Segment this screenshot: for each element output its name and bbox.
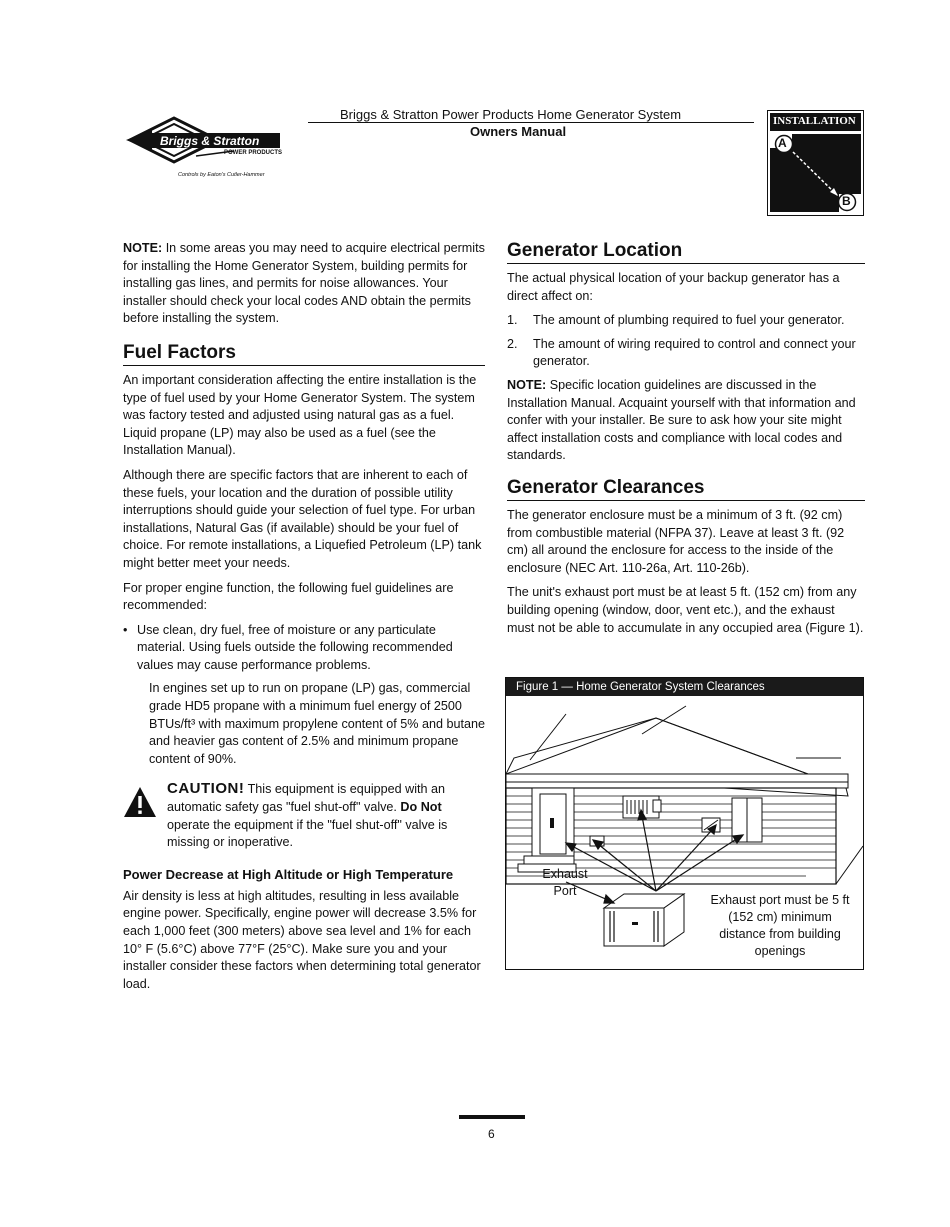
caution-text-2: operate the equipment if the "fuel shut-off" valve is missing or inoperative. bbox=[167, 817, 448, 850]
right-column bbox=[507, 240, 865, 644]
caution-label: CAUTION! bbox=[167, 780, 245, 798]
item-number: 1. bbox=[507, 313, 518, 328]
power-decrease-text: Air density is less at high altitudes, resulting in less available engine power. Specifically, engine power will decrease 3.5% for each 1,000 feet (300 meters) above sea level and 1% for each 10° F (5.6°C) above 77°F (25°C). Make sure you and your installer consider these factors when determining total generator load. bbox=[123, 888, 481, 991]
fuel-paragraph-1: An important consideration affecting the entire installation is the type of fuel used by your Home Generator System. The system was factory tested and adjusted using natural gas as a fuel. Liquid propane (LP) may also be used as a fuel (see the Installation Manual). bbox=[123, 372, 477, 458]
location-item bbox=[507, 336, 865, 371]
note-label: NOTE: bbox=[507, 377, 547, 392]
location-intro: The actual physical location of your backup generator has a direct affect on: bbox=[507, 271, 840, 303]
header-subtitle: Owners Manual bbox=[470, 124, 567, 139]
bullet-dot: • bbox=[123, 622, 128, 637]
item-number: 2. bbox=[507, 336, 518, 351]
exhaust-port-label: Exhaust Port bbox=[542, 867, 588, 898]
location-item bbox=[507, 312, 865, 330]
header-title: Briggs & Stratton Power Products Home Generator System bbox=[340, 107, 682, 122]
caution-block bbox=[123, 780, 485, 851]
generator-location-heading: Generator Location bbox=[507, 240, 865, 264]
footer-rule bbox=[459, 1115, 525, 1119]
header-rule bbox=[308, 122, 754, 123]
left-column bbox=[123, 240, 485, 1000]
item-text: The amount of plumbing required to fuel your generator. bbox=[533, 313, 845, 328]
fuel-factors-heading: Fuel Factors bbox=[123, 342, 485, 366]
installation-note bbox=[123, 240, 485, 328]
item-text: The amount of wiring required to control and connect your generator. bbox=[533, 336, 856, 369]
clearances-paragraph-2: The unit's exhaust port must be at least 5 ft. (152 cm) from any building opening (window, door, vent etc.), and the exhaust must not be able to accumulate in any occupied area (Figure 1). bbox=[507, 585, 864, 635]
logo-division-text: POWER PRODUCTS bbox=[224, 150, 283, 156]
note-text: In some areas you may need to acquire electrical permits for installing the Home Generator System, building permits for installing gas lines, and permits for noise allowances. Your installer should check your local codes AND obtain the permits before installing the system. bbox=[123, 241, 485, 326]
page-number: 6 bbox=[488, 1127, 495, 1141]
point-a-label: A bbox=[778, 136, 787, 150]
generator-clearances-heading: Generator Clearances bbox=[507, 477, 865, 501]
clearance-note: Exhaust port must be 5 ft (152 cm) minimum distance from building openings bbox=[710, 893, 850, 958]
brand-logo bbox=[122, 112, 302, 187]
installation-badge bbox=[767, 110, 864, 216]
logo-caption: Controls by Eaton's Cutler-Hammer bbox=[178, 172, 265, 178]
clearances-figure bbox=[505, 677, 864, 970]
location-list bbox=[507, 312, 865, 371]
caution-do-not: Do Not bbox=[400, 800, 442, 815]
location-note bbox=[507, 377, 865, 465]
clearances-paragraph-1: The generator enclosure must be a minimum of 3 ft. (92 cm) from combustible material (NFPA 37). Leave at least 3 ft. (92 cm) all around the enclosure for access to the inside of the enclosure (NEC Art. 110-26a, Art. 110-26b). bbox=[507, 507, 845, 575]
caution-text-1: This equipment is equipped with an automatic safety gas "fuel shut-off" valve. bbox=[167, 782, 446, 815]
power-decrease-heading: Power Decrease at High Altitude or High Temperature bbox=[123, 866, 454, 882]
point-b-label: B bbox=[842, 194, 851, 208]
logo-brand-text: Briggs & Stratton bbox=[160, 134, 260, 148]
note-label: NOTE: bbox=[123, 241, 163, 255]
fuel-bullet bbox=[123, 622, 485, 675]
figure-caption: Figure 1 — Home Generator System Clearances bbox=[506, 678, 863, 696]
installation-label: INSTALLATION bbox=[773, 115, 856, 127]
note-text: Specific location guidelines are discussed in the Installation Manual. Acquaint yourself with that information and confer with your installer. Be sure to ask how your site might affect installation costs and compliance with local codes and standards. bbox=[507, 377, 856, 463]
bullet-text: Use clean, dry fuel, free of moisture or any particulate material. Using fuels outside the following recommended values may cause performance problems. bbox=[137, 622, 453, 672]
propane-spec: In engines set up to run on propane (LP) gas, commercial grade HD5 propane with a minimum fuel energy of 2500 BTUs/ft³ with maximum propylene content of 5% and butane and heavier gas content of 2.5% and minimum propane content of 90%. bbox=[149, 681, 485, 766]
fuel-paragraph-3: For proper engine function, the following fuel guidelines are recommended: bbox=[123, 580, 454, 613]
fuel-paragraph-2: Although there are specific factors that are inherent to each of these fuels, your location and the duration of possible utility interruptions should guide your selection of fuel type. For urban installations, Natural Gas (if available) should be your fuel of choice. For remote installations, a Liquefied Petroleum (LP) tank might better meet your needs. bbox=[123, 467, 482, 570]
warning-icon bbox=[123, 780, 167, 851]
